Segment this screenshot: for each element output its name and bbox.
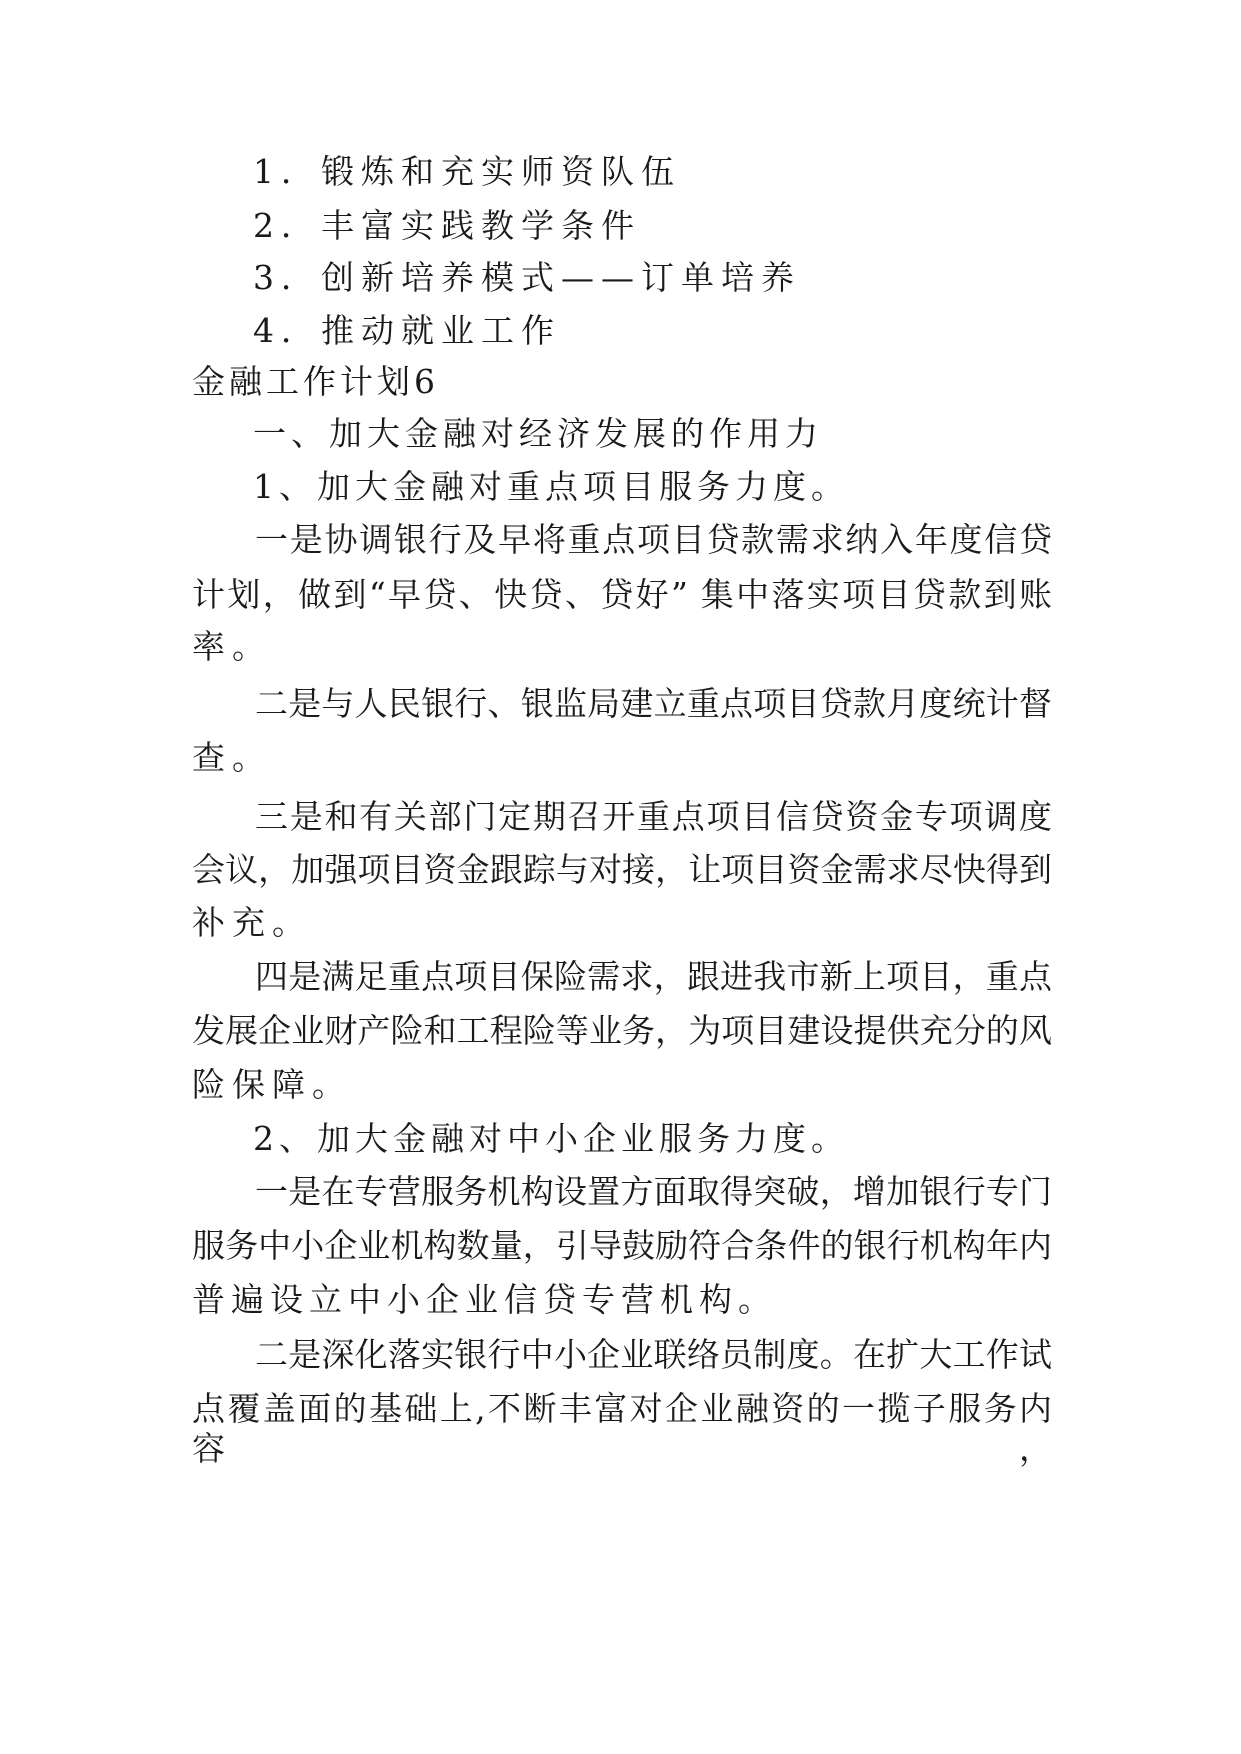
- list-item: 2．丰富实践教学条件: [253, 206, 641, 245]
- paragraph-line: 率。: [192, 627, 272, 666]
- list-item: 3．创新培养模式——订单培养: [253, 258, 801, 297]
- paragraph-line: 一是协调银行及早将重点项目贷款需求纳入年度信贷: [255, 520, 1052, 559]
- paragraph-line: 计划，做到“早贷、快贷、贷好” 集中落实项目贷款到账: [192, 575, 1052, 614]
- paragraph-line: 补充。: [192, 903, 312, 942]
- paragraph-line: 险保障。: [192, 1065, 352, 1104]
- paragraph-line: 二是深化落实银行中小企业联络员制度。在扩大工作试: [255, 1335, 1052, 1374]
- paragraph-line: 四是满足重点项目保险需求，跟进我市新上项目，重点: [255, 957, 1052, 996]
- paragraph-line: 会议，加强项目资金跟踪与对接，让项目资金需求尽快得到: [192, 850, 1052, 889]
- paragraph-line: 点覆盖面的基础上,不断丰富对企业融资的一揽子服务内容，: [192, 1389, 1052, 1468]
- list-item: 1．锻炼和充实师资队伍: [253, 152, 681, 191]
- paragraph-line: 发展企业财产险和工程险等业务，为项目建设提供充分的风: [192, 1011, 1052, 1050]
- paragraph-line: 服务中小企业机构数量，引导鼓励符合条件的银行机构年内: [192, 1226, 1052, 1265]
- subheading: 1、加大金融对重点项目服务力度。: [253, 467, 849, 506]
- paragraph-line: 一是在专营服务机构设置方面取得突破，增加银行专门: [255, 1172, 1052, 1211]
- section-title: 金融工作计划6: [192, 362, 439, 401]
- heading: 一、加大金融对经济发展的作用力: [253, 414, 823, 453]
- paragraph-line: 普遍设立中小企业信贷专营机构。: [192, 1280, 777, 1319]
- subheading: 2、加大金融对中小企业服务力度。: [253, 1119, 849, 1158]
- list-item: 4．推动就业工作: [253, 311, 561, 350]
- paragraph-line: 三是和有关部门定期召开重点项目信贷资金专项调度: [255, 797, 1052, 836]
- paragraph-line: 二是与人民银行、银监局建立重点项目贷款月度统计督: [255, 684, 1052, 723]
- paragraph-line: 查。: [192, 738, 272, 777]
